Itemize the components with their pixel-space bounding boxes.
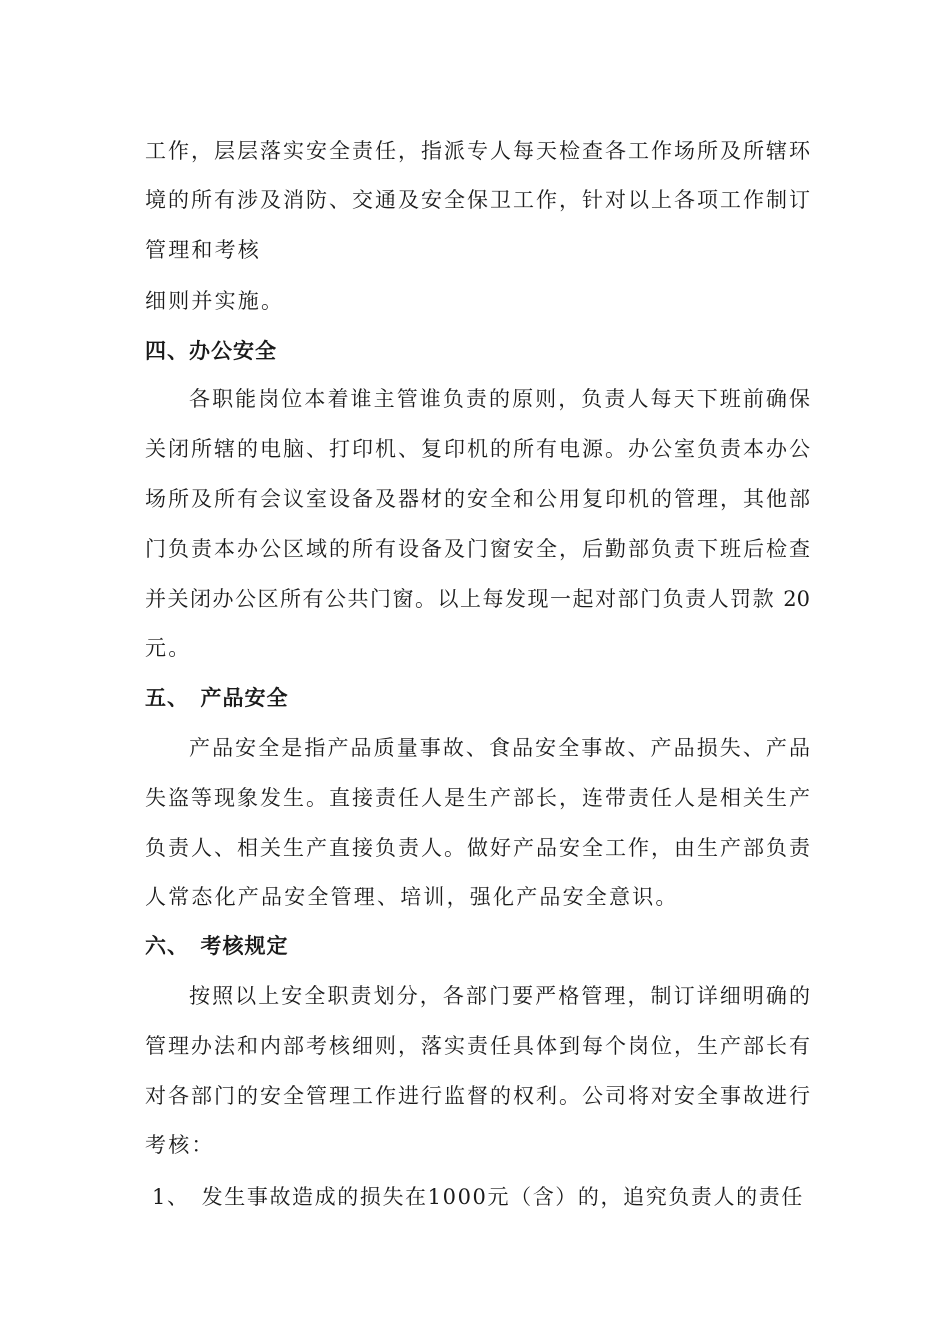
paragraph-line: 场所及所有会议室设备及器材的安全和公用复印机的管理，其他部: [145, 487, 810, 511]
paragraph-line: 各职能岗位本着谁主管谁负责的原则，负责人每天下班前确保: [189, 387, 810, 411]
paragraph-line: 境的所有涉及消防、交通及安全保卫工作，针对以上各项工作制订: [145, 188, 810, 212]
paragraph-line: 人常态化产品安全管理、培训，强化产品安全意识。: [145, 885, 679, 909]
paragraph-line: 细则并实施。: [145, 289, 285, 313]
list-item-1: 1、 发生事故造成的损失在1000元（含）的，追究负责人的责任: [152, 1185, 804, 1209]
paragraph-line: 考核：: [145, 1133, 215, 1157]
paragraph-line: 并关闭办公区所有公共门窗。以上每发现一起对部门负责人罚款 20: [145, 587, 810, 611]
section-heading-assessment-rules: 六、 考核规定: [145, 934, 289, 958]
paragraph-line: 元。: [145, 636, 192, 660]
paragraph-line: 负责人、相关生产直接负责人。做好产品安全工作，由生产部负责: [145, 836, 810, 860]
section-heading-office-safety: 四、办公安全: [145, 339, 277, 363]
paragraph-line: 门负责本办公区域的所有设备及门窗安全，后勤部负责下班后检查: [145, 537, 810, 561]
section-heading-product-safety: 五、 产品安全: [145, 686, 289, 710]
paragraph-line: 按照以上安全职责划分，各部门要严格管理，制订详细明确的: [189, 984, 810, 1008]
paragraph-line: 产品安全是指产品质量事故、食品安全事故、产品损失、产品: [189, 736, 810, 760]
paragraph-line: 工作，层层落实安全责任，指派专人每天检查各工作场所及所辖环: [145, 139, 810, 163]
paragraph-line: 管理和考核: [145, 238, 261, 262]
paragraph-line: 失盗等现象发生。直接责任人是生产部长，连带责任人是相关生产: [145, 786, 810, 810]
paragraph-line: 管理办法和内部考核细则，落实责任具体到每个岗位，生产部长有: [145, 1034, 810, 1058]
paragraph-line: 关闭所辖的电脑、打印机、复印机的所有电源。办公室负责本办公: [145, 437, 810, 461]
paragraph-line: 对各部门的安全管理工作进行监督的权利。公司将对安全事故进行: [145, 1084, 810, 1108]
